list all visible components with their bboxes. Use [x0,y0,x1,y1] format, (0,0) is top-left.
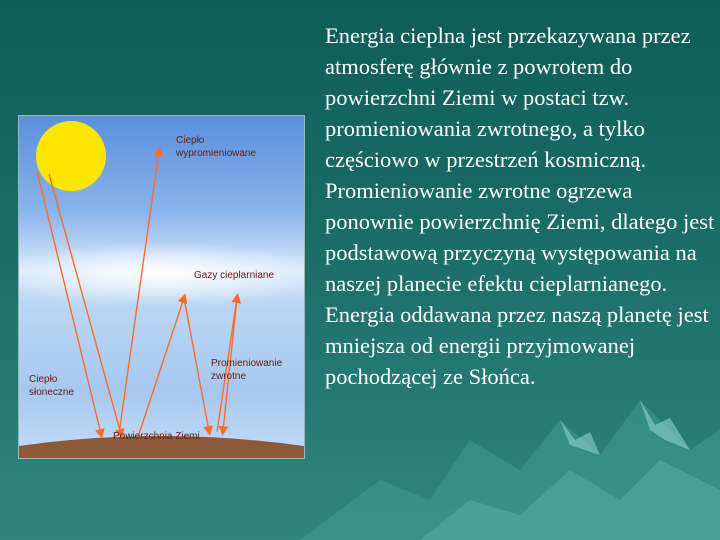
sun-icon [36,121,106,191]
label-earth-surface: Powierzchnia Ziemi [113,431,200,442]
label-emitted-heat-line2: wypromieniowane [176,148,257,159]
label-solar-heat-line2: słoneczne [29,387,75,398]
label-back-radiation-line1: Promieniowanie [211,358,283,369]
diagram-canvas [19,116,304,458]
body-paragraph: Energia cieplna jest przekazywana przez atmosferę głównie z powrotem do powierzchni Ziemi w postaci tzw. promieniowania zwrotnego, a tylko częściowo w przestrzeń kosmiczną. Promieniowanie zwrotne ogrzewa ponownie powierzchnię Ziemi, dlatego jest podstawową przyczyną występowania na naszej planecie efektu cieplarnianego. Energia oddawana przez naszą planetę jest mniejsza od energii przyjmowanej pochodzącej ze Słońca. [325,23,715,389]
label-back-radiation-line2: zwrotne [211,371,247,382]
label-greenhouse-gases: Gazy cieplarniane [194,270,275,281]
label-emitted-heat-line1: Ciepło [176,135,205,146]
label-solar-heat-line1: Ciepło [29,374,58,385]
greenhouse-effect-diagram [18,115,305,459]
